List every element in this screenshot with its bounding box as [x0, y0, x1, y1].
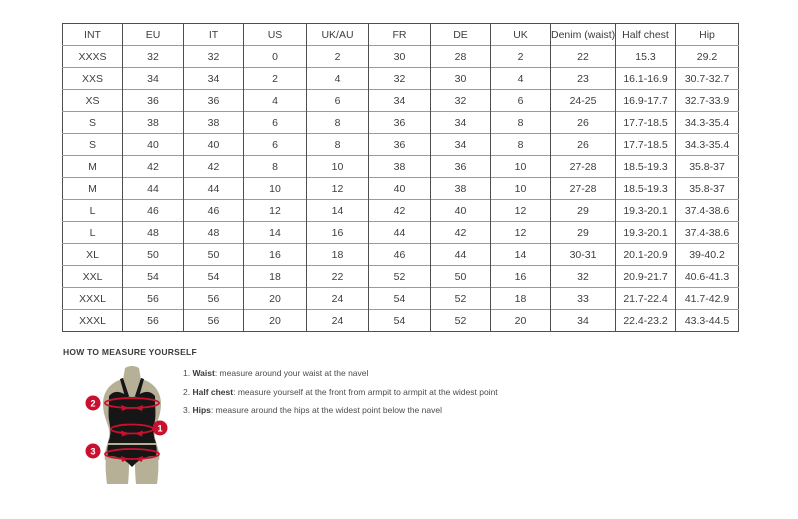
size-cell: 42 — [123, 156, 184, 178]
measure-item-hips — [183, 405, 498, 415]
size-cell: 52 — [431, 288, 491, 310]
size-cell: 48 — [184, 222, 244, 244]
size-cell: XXL — [63, 266, 123, 288]
column-header: Hip — [676, 24, 739, 46]
size-cell: 28 — [431, 46, 491, 68]
size-cell: 6 — [244, 134, 307, 156]
size-cell: 36 — [369, 134, 431, 156]
size-row — [63, 178, 739, 200]
size-cell: 44 — [369, 222, 431, 244]
column-header: FR — [369, 24, 431, 46]
size-cell: 6 — [491, 90, 551, 112]
size-cell: 36 — [123, 90, 184, 112]
size-row — [63, 134, 739, 156]
size-cell: 8 — [244, 156, 307, 178]
item-number: 3. — [183, 405, 191, 415]
measure-item-half-chest — [183, 387, 498, 397]
size-cell: 17.7-18.5 — [616, 134, 676, 156]
size-cell: 6 — [244, 112, 307, 134]
size-cell: 46 — [369, 244, 431, 266]
size-cell: 37.4-38.6 — [676, 200, 739, 222]
column-header: EU — [123, 24, 184, 46]
size-cell: 29 — [551, 222, 616, 244]
size-cell: 33 — [551, 288, 616, 310]
size-cell: 2 — [244, 68, 307, 90]
size-row — [63, 244, 739, 266]
size-cell: 2 — [307, 46, 369, 68]
size-row — [63, 112, 739, 134]
size-row — [63, 222, 739, 244]
size-cell: S — [63, 134, 123, 156]
size-cell: 30 — [431, 68, 491, 90]
size-row — [63, 200, 739, 222]
size-row — [63, 266, 739, 288]
size-cell: 34 — [551, 310, 616, 332]
size-cell: 42 — [369, 200, 431, 222]
size-cell: 20 — [244, 288, 307, 310]
size-cell: 40 — [123, 134, 184, 156]
size-cell: 32 — [369, 68, 431, 90]
badge-3 — [86, 444, 101, 459]
size-cell: 54 — [184, 266, 244, 288]
size-cell: 54 — [123, 266, 184, 288]
size-cell: 20 — [491, 310, 551, 332]
size-cell: 41.7-42.9 — [676, 288, 739, 310]
size-cell: 36 — [369, 112, 431, 134]
size-row — [63, 46, 739, 68]
size-cell: XS — [63, 90, 123, 112]
size-cell: 8 — [307, 134, 369, 156]
size-cell: 40 — [184, 134, 244, 156]
size-cell: 46 — [184, 200, 244, 222]
size-cell: 12 — [491, 200, 551, 222]
size-cell: 43.3-44.5 — [676, 310, 739, 332]
size-cell: 26 — [551, 134, 616, 156]
column-header: US — [244, 24, 307, 46]
size-cell: 40.6-41.3 — [676, 266, 739, 288]
size-cell: 54 — [369, 288, 431, 310]
size-cell: XXXL — [63, 310, 123, 332]
size-cell: 24 — [307, 288, 369, 310]
size-cell: L — [63, 200, 123, 222]
size-chart-body — [63, 46, 739, 332]
size-cell: 16 — [491, 266, 551, 288]
size-cell: 10 — [491, 156, 551, 178]
size-cell: 50 — [431, 266, 491, 288]
size-cell: 18 — [307, 244, 369, 266]
column-header: DE — [431, 24, 491, 46]
column-header: UK — [491, 24, 551, 46]
size-cell: 8 — [307, 112, 369, 134]
size-cell: 20.1-20.9 — [616, 244, 676, 266]
size-cell: 36 — [184, 90, 244, 112]
size-cell: 56 — [123, 288, 184, 310]
column-header: INT — [84, 28, 101, 41]
size-cell: 32 — [123, 46, 184, 68]
size-cell: 32 — [184, 46, 244, 68]
size-cell: 4 — [491, 68, 551, 90]
size-cell: 52 — [431, 310, 491, 332]
size-cell: 18.5-19.3 — [616, 178, 676, 200]
size-cell: S — [63, 112, 123, 134]
column-header: UK/AU — [307, 24, 369, 46]
size-chart-header — [63, 24, 739, 46]
size-cell: 21.7-22.4 — [616, 288, 676, 310]
svg-text:1: 1 — [157, 423, 163, 434]
measure-instructions — [183, 368, 498, 424]
header-row — [63, 24, 739, 46]
size-cell: 22 — [307, 266, 369, 288]
size-row — [63, 156, 739, 178]
size-cell: 10 — [491, 178, 551, 200]
item-text: : measure yourself at the front from armpit to armpit at the widest point — [233, 386, 498, 397]
size-cell: 40 — [369, 178, 431, 200]
mannequin-figure — [76, 366, 191, 492]
column-header: Half chest — [616, 24, 676, 46]
size-cell: 2 — [491, 46, 551, 68]
size-cell: 32.7-33.9 — [676, 90, 739, 112]
size-cell: 27-28 — [551, 156, 616, 178]
size-cell: 38 — [369, 156, 431, 178]
size-cell: 4 — [307, 68, 369, 90]
size-cell: 29 — [551, 200, 616, 222]
measure-heading: HOW TO MEASURE YOURSELF — [63, 347, 197, 357]
size-cell: 34 — [431, 112, 491, 134]
size-cell: 42 — [184, 156, 244, 178]
size-cell: 34 — [123, 68, 184, 90]
size-cell: 20.9-21.7 — [616, 266, 676, 288]
size-cell: 32 — [551, 266, 616, 288]
size-cell: 14 — [491, 244, 551, 266]
size-row — [63, 90, 739, 112]
size-cell: 48 — [123, 222, 184, 244]
size-cell: 19.3-20.1 — [616, 200, 676, 222]
badge-2 — [86, 396, 101, 411]
size-cell: 44 — [123, 178, 184, 200]
size-cell: 18 — [491, 288, 551, 310]
size-cell: 4 — [244, 90, 307, 112]
size-cell: 50 — [184, 244, 244, 266]
item-text: : measure around your waist at the navel — [214, 368, 369, 378]
size-cell: 30 — [369, 46, 431, 68]
size-cell: 18 — [244, 266, 307, 288]
size-cell: 27-28 — [551, 178, 616, 200]
size-cell: 52 — [369, 266, 431, 288]
size-cell: 15.3 — [616, 46, 676, 68]
size-cell: 34.3-35.4 — [676, 134, 739, 156]
column-header: Denim (waist) — [551, 24, 616, 46]
size-cell: L — [63, 222, 123, 244]
size-cell: 44 — [184, 178, 244, 200]
size-cell: 17.7-18.5 — [616, 112, 676, 134]
size-cell: 38 — [431, 178, 491, 200]
size-cell: 16.9-17.7 — [616, 90, 676, 112]
size-cell: 0 — [244, 46, 307, 68]
size-cell: M — [63, 178, 123, 200]
item-number: 1. — [183, 368, 191, 378]
size-cell: 10 — [244, 178, 307, 200]
size-cell: 56 — [123, 310, 184, 332]
column-header: IT — [184, 24, 244, 46]
size-cell: 34.3-35.4 — [676, 112, 739, 134]
item-label: Waist — [192, 368, 215, 378]
size-cell: M — [63, 156, 123, 178]
size-cell: 35.8-37 — [676, 178, 739, 200]
size-cell: 34 — [184, 68, 244, 90]
size-cell: 37.4-38.6 — [676, 222, 739, 244]
size-cell: 12 — [244, 200, 307, 222]
size-cell: 19.3-20.1 — [616, 222, 676, 244]
size-cell: 34 — [369, 90, 431, 112]
size-cell: XXS — [63, 68, 123, 90]
size-cell: 6 — [307, 90, 369, 112]
size-cell: 35.8-37 — [676, 156, 739, 178]
size-cell: 8 — [491, 112, 551, 134]
size-cell: 44 — [431, 244, 491, 266]
badge-1 — [153, 421, 168, 436]
size-cell: XL — [63, 244, 123, 266]
size-cell: 12 — [491, 222, 551, 244]
size-cell: 39-40.2 — [676, 244, 739, 266]
size-cell: 20 — [244, 310, 307, 332]
size-cell: 16.1-16.9 — [616, 68, 676, 90]
size-cell: 34 — [431, 134, 491, 156]
size-cell: 46 — [123, 200, 184, 222]
size-cell: 56 — [184, 288, 244, 310]
size-cell: 50 — [123, 244, 184, 266]
size-cell: 29.2 — [676, 46, 739, 68]
svg-text:3: 3 — [90, 446, 96, 457]
size-cell: 30.7-32.7 — [676, 68, 739, 90]
size-cell: 23 — [551, 68, 616, 90]
size-cell: 30-31 — [551, 244, 616, 266]
item-number: 2. — [183, 386, 191, 397]
size-cell: 8 — [491, 134, 551, 156]
measure-item-waist — [183, 368, 498, 378]
size-cell: 56 — [184, 310, 244, 332]
size-cell: 26 — [551, 112, 616, 134]
size-cell: 38 — [123, 112, 184, 134]
size-cell: 36 — [431, 156, 491, 178]
size-row — [63, 68, 739, 90]
size-cell: 22 — [551, 46, 616, 68]
item-label: Hips — [192, 405, 211, 415]
size-cell: 24 — [307, 310, 369, 332]
size-cell: 42 — [431, 222, 491, 244]
size-cell: XXXL — [63, 288, 123, 310]
size-cell: 16 — [307, 222, 369, 244]
size-cell: 16 — [244, 244, 307, 266]
size-cell: 22.4-23.2 — [616, 310, 676, 332]
size-cell: 24-25 — [551, 90, 616, 112]
size-cell: XXXS — [63, 46, 123, 68]
size-cell: 40 — [431, 200, 491, 222]
size-cell: 10 — [307, 156, 369, 178]
size-cell: 14 — [244, 222, 307, 244]
item-text: : measure around the hips at the widest point below the navel — [210, 405, 442, 415]
size-cell: 54 — [369, 310, 431, 332]
size-cell: 32 — [431, 90, 491, 112]
size-chart-table — [62, 23, 739, 332]
size-row — [63, 310, 739, 332]
svg-text:2: 2 — [90, 398, 96, 409]
item-label: Half chest — [192, 386, 234, 397]
size-cell: 14 — [307, 200, 369, 222]
size-cell: 18.5-19.3 — [616, 156, 676, 178]
size-cell: 12 — [307, 178, 369, 200]
size-row — [63, 288, 739, 310]
size-cell: 38 — [184, 112, 244, 134]
